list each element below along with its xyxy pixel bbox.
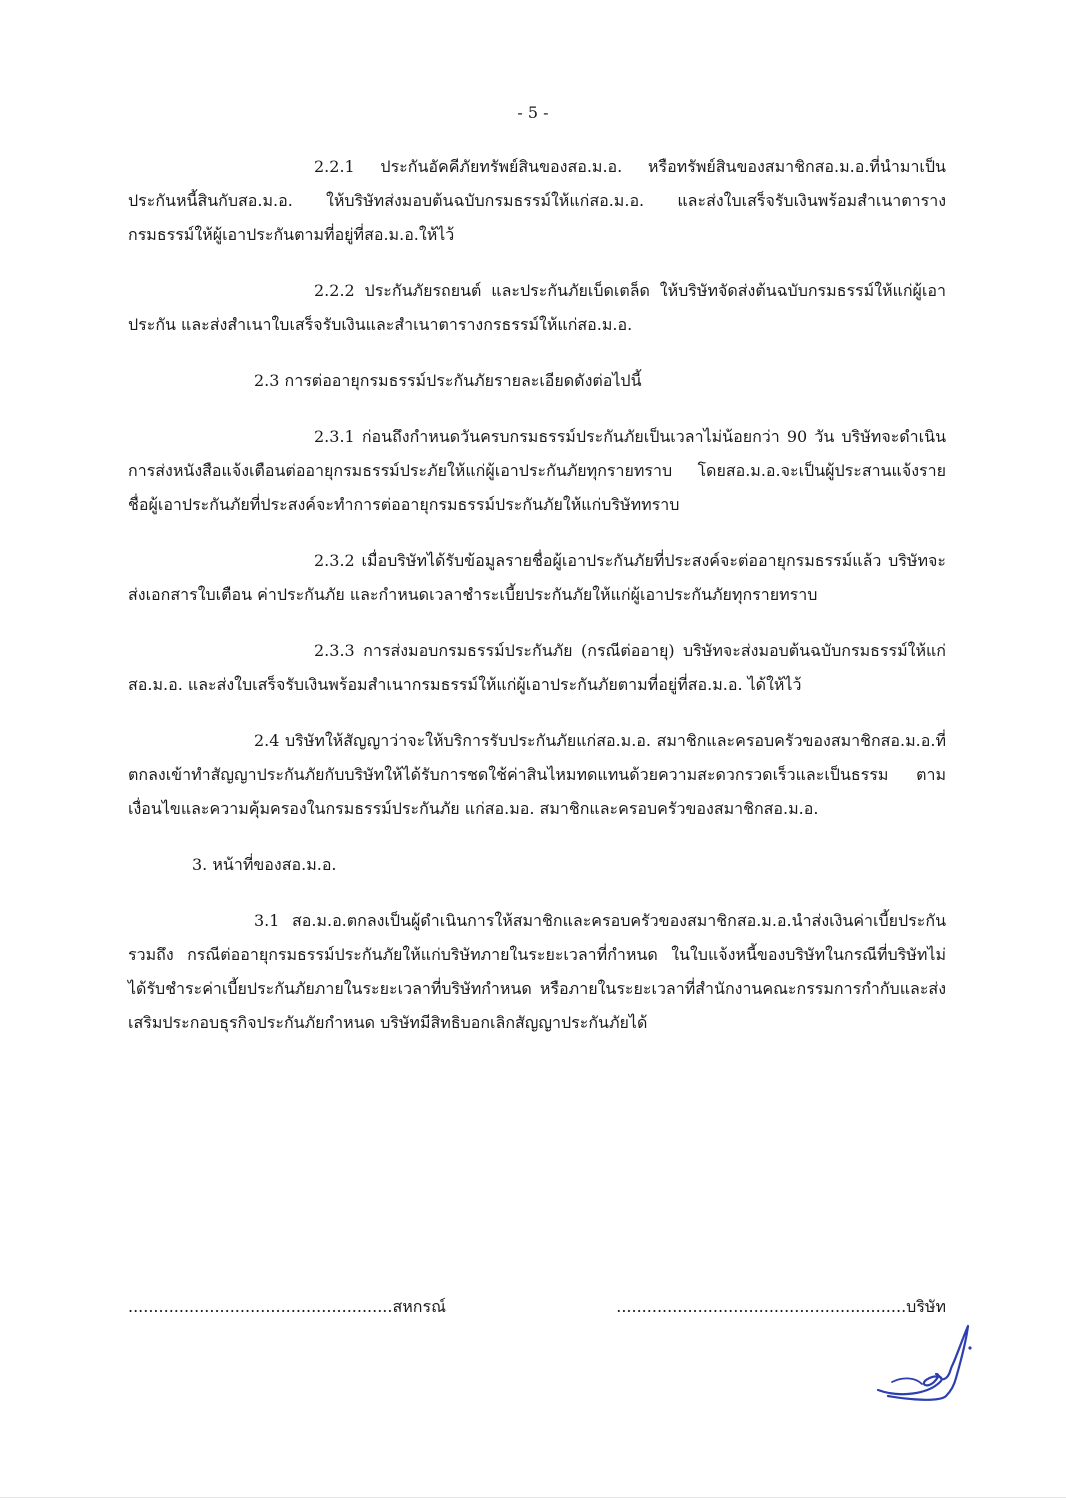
clause-2-3-2: 2.3.2 เมื่อบริษัทได้รับข้อมูลรายชื่อผู้เอาประกันภัยที่ประสงค์จะต่ออายุกรมธรรม์แล้ว บริษัทจะส่งเอกสารใบเตือน ค่าประกันภัย และกำหนดเวลาชำระเบี้ยประกันภัยให้แก่ผู้เอาประกันภัยทุกรายทราบ	[128, 551, 946, 604]
company-signature-line	[586, 1295, 946, 1320]
clause-2-4: 2.4 บริษัทให้สัญญาว่าจะให้บริการรับประกันภัยแก่สอ.ม.อ. สมาชิกและครอบครัวของสมาชิกสอ.ม.อ.ที่ตกลงเข้าทำสัญญาประกันภัยกับบริษัทให้ได้รับการชดใช้ค่าสินไหมทดแทนด้วยความสะดวกรวดเร็วและเป็นธรรม ตามเงื่อนไขและความคุ้มครองในกรมธรรม์ประกันภัย แก่สอ.มอ. สมาชิกและครอบครัวของสมาชิกสอ.ม.อ.	[128, 731, 946, 818]
clause-2-3-1: 2.3.1 ก่อนถึงกำหนดวันครบกรมธรรม์ประกันภัยเป็นเวลาไม่น้อยกว่า 90 วัน บริษัทจะดำเนินการส่งหนังสือแจ้งเตือนต่ออายุกรมธรรม์ประภัยให้แก่ผู้เอาประกันภัยทุกรายทราบ โดยสอ.ม.อ.จะเป็นผู้ประสานแจ้งรายชื่อผู้เอาประกันภัยที่ประสงค์จะทำการต่ออายุกรมธรรม์ประกันภัยให้แก่บริษัททราบ	[128, 427, 946, 514]
cooperative-label: สหกรณ์	[392, 1297, 446, 1316]
section-3-heading: 3. หน้าที่ของสอ.ม.อ.	[192, 855, 337, 874]
clause-2-2-1: 2.2.1 ประกันอัคคีภัยทรัพย์สินของสอ.ม.อ. หรือทรัพย์สินของสมาชิกสอ.ม.อ.ที่นำมาเป็นประกันหนี้สินกับสอ.ม.อ. ให้บริษัทส่งมอบต้นฉบับกรมธรรม์ให้แก่สอ.ม.อ. และส่งใบเสร็จรับเงินพร้อมสำเนาตารางกรมธรรม์ให้ผู้เอาประกันตามที่อยู่ที่สอ.ม.อ.ให้ไว้	[128, 157, 946, 244]
cooperative-signature-line	[128, 1295, 458, 1320]
clause-2-3-3: 2.3.3 การส่งมอบกรมธรรม์ประกันภัย (กรณีต่ออายุ) บริษัทจะส่งมอบต้นฉบับกรมธรรม์ให้แก่สอ.ม.อ. และส่งใบเสร็จรับเงินพร้อมสำเนากรมธรรม์ให้แก่ผู้เอาประกันภัยตามที่อยู่ที่สอ.ม.อ. ได้ให้ไว้	[128, 641, 946, 694]
handwritten-signature	[870, 1318, 980, 1408]
bottom-rule	[0, 1497, 1066, 1498]
document-body	[128, 150, 946, 1040]
clause-2-2-2: 2.2.2 ประกันภัยรถยนต์ และประกันภัยเบ็ดเตล็ด ให้บริษัทจัดส่งต้นฉบับกรมธรรม์ให้แก่ผู้เอาประกัน และส่งสำเนาใบเสร็จรับเงินและสำเนาตารางกรธรรม์ให้แก่สอ.ม.อ.	[128, 281, 946, 334]
signature-row	[128, 1295, 946, 1320]
cooperative-signature-dots: ....................................................	[128, 1297, 393, 1316]
company-label: บริษัท	[906, 1297, 946, 1316]
clause-2-3: 2.3 การต่ออายุกรมธรรม์ประกันภัยรายละเอียดดังต่อไปนี้	[254, 371, 642, 390]
clause-3-1: 3.1 สอ.ม.อ.ตกลงเป็นผู้ดำเนินการให้สมาชิกและครอบครัวของสมาชิกสอ.ม.อ.นำส่งเงินค่าเบี้ยประกันรวมถึง กรณีต่ออายุกรมธรรม์ประกันภัยให้แก่บริษัทภายในระยะเวลาที่กำหนด ในใบแจ้งหนี้ของบริษัทในกรณีที่บริษัทไม่ได้รับชำระค่าเบี้ยประกันภัยภายในระยะเวลาที่บริษัทกำหนด หรือภายในระยะเวลาที่สำนักงานคณะกรรมการกำกับและส่งเสริมประกอบธุรกิจประกันภัยกำหนด บริษัทมีสิทธิบอกเลิกสัญญาประกันภัยได้	[128, 911, 946, 1032]
company-signature-dots: .........................................................	[616, 1297, 907, 1316]
page-number: - 5 -	[517, 103, 549, 122]
